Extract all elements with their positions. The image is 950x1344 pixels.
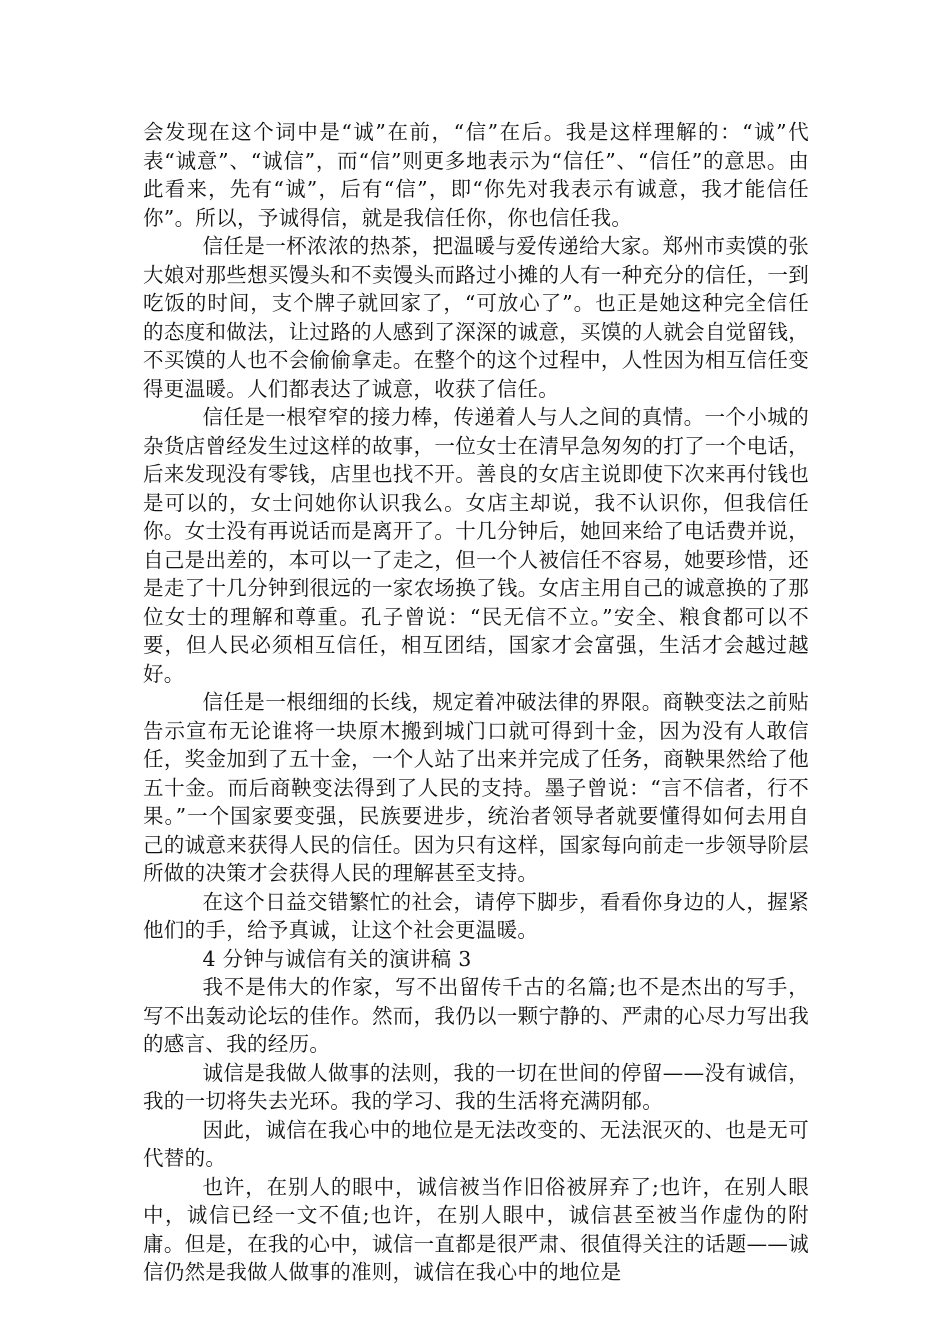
paragraph-2: 信任是一杯浓浓的热茶，把温暖与爱传递给大家。郑州市卖馍的张大娘对那些想买馒头和不卖馒头而路过小摊的人有一种充分的信任，一到吃饭的时间，支个牌子就回家了，“可放心了”。也正是她这种完全信任的态度和做法，让过路的人感到了深深的诚意，买馍的人就会自觉留钱，不买馍的人也不会偷偷拿走。在整个的这个过程中，人性因为相互信任变得更温暖。人们都表达了诚意，收获了信任。 bbox=[143, 234, 809, 401]
section-heading: 4 分钟与诚信有关的演讲稿 3 bbox=[202, 946, 472, 971]
paragraph-5: 在这个日益交错繁忙的社会，请停下脚步，看看你身边的人，握紧他们的手，给予真诚，让这个社会更温暖。 bbox=[143, 889, 809, 942]
paragraph-9: 也许，在别人的眼中，诚信被当作旧俗被屏弃了;也许，在别人眼中，诚信已经一文不值;也许，在别人眼中，诚信甚至被当作虚伪的附庸。但是，在我的心中，诚信一直都是很严肃、很值得关注的话题——诚信仍然是我做人做事的准则，诚信在我心中的地位是 bbox=[143, 1174, 809, 1284]
paragraph-4: 信任是一根细细的长线，规定着冲破法律的界限。商鞅变法之前贴告示宣布无论谁将一块原木搬到城门口就可得到十金，因为没有人敢信任，奖金加到了五十金，一个人站了出来并完成了任务，商鞅果然给了他五十金。而后商鞅变法得到了人民的支持。墨子曾说：“言不信者，行不果。”一个国家要变强，民族要进步，统治者领导者就要懂得如何去用自己的诚意来获得人民的信任。因为只有这样，国家每向前走一步领导阶层所做的决策才会获得人民的理解甚至支持。 bbox=[143, 690, 809, 885]
paragraph-6: 我不是伟大的作家，写不出留传千古的名篇;也不是杰出的写手，写不出轰动论坛的佳作。然而，我仍以一颗宁静的、严肃的心尽力写出我的感言、我的经历。 bbox=[143, 975, 809, 1056]
paragraph-8: 因此，诚信在我心中的地位是无法改变的、无法泯灭的、也是无可代替的。 bbox=[143, 1117, 809, 1170]
paragraph-3: 信任是一根窄窄的接力棒，传递着人与人之间的真情。一个小城的杂货店曾经发生过这样的故事，一位女士在清早急匆匆的打了一个电话，后来发现没有零钱，店里也找不开。善良的女店主说即使下次来再付钱也是可以的，女士问她你认识我么。女店主却说，我不认识你，但我信任你。女士没有再说话而是离开了。十几分钟后，她回来给了电话费并说，自己是出差的，本可以一了走之，但一个人被信任不容易，她要珍惜，还是走了十几分钟到很远的一家农场换了钱。女店主用自己的诚意换的了那位女士的理解和尊重。孔子曾说：“民无信不立。”安全、粮食都可以不要，但人民必须相互信任，相互团结，国家才会富强，生活才会越过越好。 bbox=[143, 405, 809, 686]
paragraph-1: 会发现在这个词中是“诚”在前，“信”在后。我是这样理解的：“诚”代表“诚意”、“诚信”，而“信”则更多地表示为“信任”、“信任”的意思。由此看来，先有“诚”，后有“信”，即“你先对我表示有诚意，我才能信任你”。所以，予诚得信，就是我信任你，你也信任我。 bbox=[143, 120, 809, 230]
paragraph-7: 诚信是我做人做事的法则，我的一切在世间的停留——没有诚信，我的一切将失去光环。我的学习、我的生活将充满阴郁。 bbox=[143, 1060, 809, 1113]
document-page bbox=[143, 118, 809, 1287]
